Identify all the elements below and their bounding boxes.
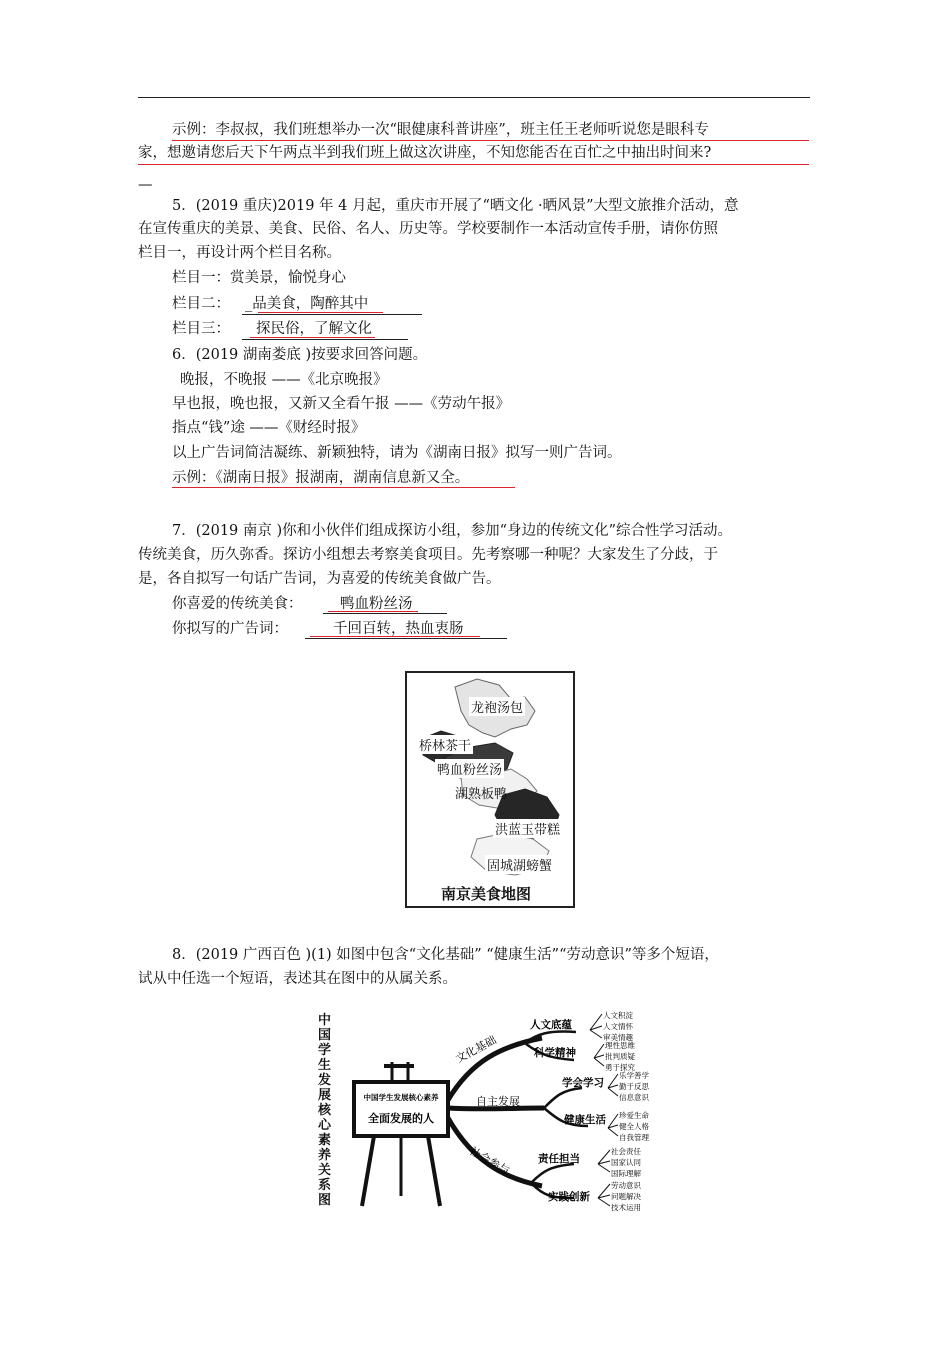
- q6-ad-3: 指点“钱”途 ——《财经时报》: [172, 420, 366, 436]
- sub-label-2-2: 健康生活: [564, 1114, 606, 1126]
- answer-blank: [323, 613, 447, 614]
- leaf-label: 国际理解: [611, 1169, 641, 1178]
- q6-ad-1: 晚报，不晚报 ——《北京晚报》: [180, 372, 388, 388]
- answer-underline: [172, 140, 809, 141]
- q8-line-2: 试从中任选一个短语，表述其在图中的从属关系。: [138, 971, 457, 987]
- answer-underline: [258, 312, 383, 313]
- answer-underline: [310, 636, 480, 637]
- vertical-title-char: 心: [318, 1118, 332, 1133]
- answer-underline: [138, 164, 809, 165]
- leaf-label: 健全人格: [619, 1122, 649, 1131]
- answer-underline: [250, 337, 375, 338]
- q5-item-3-answer: 探民俗，了解文化: [256, 321, 372, 337]
- map-title: 南京美食地图: [441, 885, 532, 903]
- q5-item-1: 栏目一：赏美景，愉悦身心: [172, 270, 346, 286]
- q6-line-2: 以上广告词简洁凝练、新颖独特，请为《湖南日报》拟写一则广告词。: [172, 445, 622, 461]
- board-main-title: 全面发展的人: [368, 1112, 434, 1125]
- leaf-label: 人文情怀: [603, 1022, 633, 1031]
- map-label-4: 湖熟板鸭: [455, 787, 508, 802]
- map-label-1: 龙袍汤包: [469, 697, 525, 716]
- vertical-title-char: 系: [318, 1178, 332, 1193]
- sub-line: [544, 1088, 582, 1108]
- leaf-label: 审美情趣: [603, 1033, 633, 1042]
- map-label-3: 鸭血粉丝汤: [435, 759, 504, 778]
- answer-blank: [242, 314, 422, 315]
- q7-line-2: 传统美食，历久弥香。探访小组想去考察美食项目。先考察哪一种呢？大家发生了分歧，于: [138, 547, 718, 563]
- leaf-label: 国家认同: [611, 1158, 641, 1167]
- q5-item-3-label: 栏目三：: [172, 321, 230, 337]
- branch-label-1: 文化基础: [453, 1033, 499, 1066]
- q5-item-2-answer: _品美食，陶醉其中: [245, 296, 369, 312]
- leaf-label: 珍爱生命: [619, 1111, 649, 1120]
- example-line-2: 家，想邀请您后天下午两点半到我们班上做这次讲座，不知您能否在百忙之中抽出时间来?: [138, 145, 712, 161]
- leaf-label: 批判质疑: [605, 1052, 635, 1061]
- branch-line-3: [448, 1118, 542, 1186]
- q8-line-1: 8．(2019 广西百色 )(1) 如图中包含“文化基础” “健康生活”“劳动意识”等多个短语，: [172, 947, 719, 963]
- vertical-title-char: 素: [318, 1133, 332, 1148]
- sub-label-3-1: 责任担当: [538, 1153, 580, 1165]
- answer-blank: [305, 638, 507, 639]
- branch-line-2: [448, 1108, 544, 1109]
- vertical-title-char: 养: [318, 1148, 332, 1163]
- branch-label-3: 社会参与: [467, 1144, 512, 1178]
- vertical-title-char: 展: [318, 1088, 332, 1103]
- board-frame: [354, 1082, 448, 1136]
- nanjing-food-map: [405, 671, 575, 908]
- leaf-label: 乐学善学: [619, 1071, 649, 1080]
- vertical-title-char: 中: [318, 1013, 332, 1028]
- q7-ad-answer: 千回百转，热血衷肠: [333, 621, 464, 637]
- map-label-6: 固城湖螃蟹: [485, 855, 554, 874]
- board-small-title: 中国学生发展核心素养: [363, 1093, 439, 1102]
- example-dash: —: [138, 177, 153, 193]
- leaf-label: 劳动意识: [611, 1181, 641, 1190]
- leaf-label: 勤于反思: [619, 1082, 649, 1091]
- sub-label-1-1: 人文底蕴: [530, 1019, 572, 1031]
- answer-underline: [172, 487, 515, 488]
- vertical-title-char: 生: [318, 1058, 332, 1073]
- q6-ad-2: 早也报，晚也报，又新又全看午报 ——《劳动午报》: [172, 396, 511, 412]
- branch-line-1: [448, 1038, 542, 1100]
- vertical-title-char: 学: [318, 1043, 332, 1058]
- answer-blank: [242, 339, 408, 340]
- vertical-title-char: 图: [318, 1193, 332, 1208]
- leaf-label: 信息意识: [619, 1093, 649, 1102]
- leaf-label: 问题解决: [611, 1192, 641, 1201]
- header-rule: [138, 97, 810, 98]
- core-literacy-diagram: [312, 1010, 684, 1222]
- q7-ad-label: 你拟写的广告词：: [172, 621, 288, 637]
- leaf-label: 勇于探究: [605, 1063, 635, 1072]
- answer-underline: [328, 611, 418, 612]
- q5-item-2-label: 栏目二：: [172, 296, 230, 312]
- leaf-label: 技术运用: [611, 1203, 641, 1212]
- vertical-title-char: 核: [318, 1103, 332, 1118]
- vertical-title-char: 关: [318, 1163, 332, 1178]
- leaf-label: 自我管理: [619, 1133, 649, 1142]
- map-label-2: 桥林茶干: [417, 735, 473, 754]
- branch-label-2: 自主发展: [476, 1095, 520, 1108]
- q5-line-1: 5．(2019 重庆)2019 年 4 月起，重庆市开展了“晒文化 ·晒风景”大型文旅推介活动，意: [172, 198, 739, 214]
- q5-line-3: 栏目一，再设计两个栏目名称。: [138, 245, 341, 261]
- q7-food-label: 你喜爱的传统美食：: [172, 596, 303, 612]
- sub-label-2-1: 学会学习: [562, 1077, 604, 1089]
- q7-line-1: 7．(2019 南京 )你和小伙伴们组成探访小组，参加“身边的传统文化”综合性学习活动。: [172, 523, 732, 539]
- easel-leg: [362, 1136, 374, 1206]
- leaf-label: 理性思维: [605, 1041, 635, 1050]
- easel-leg: [428, 1136, 440, 1206]
- example-line-1: 示例：李叔叔，我们班想举办一次“眼健康科普讲座”，班主任王老师听说您是眼科专: [172, 122, 709, 138]
- vertical-title-char: 发: [318, 1073, 332, 1088]
- q7-line-3: 是，各自拟写一句话广告词，为喜爱的传统美食做广告。: [138, 571, 501, 587]
- sub-label-3-2: 实践创新: [548, 1191, 590, 1203]
- sub-line: [532, 1164, 574, 1182]
- vertical-title-char: 国: [318, 1028, 332, 1043]
- leaf-label: 人文积淀: [603, 1011, 633, 1020]
- q6-answer: 示例：《湖南日报》报湖南，湖南信息新又全。: [172, 470, 470, 486]
- q7-food-answer: 鸭血粉丝汤: [340, 596, 413, 612]
- q5-line-2: 在宣传重庆的美景、美食、民俗、名人、历史等。学校要制作一本活动宣传手册，请你仿照: [138, 221, 718, 237]
- map-label-5: 洪蓝玉带糕: [493, 819, 562, 838]
- leaf-labels: [603, 1010, 649, 1212]
- q6-line-1: 6．(2019 湖南娄底 )按要求回答问题。: [172, 347, 428, 363]
- leaf-label: 社会责任: [611, 1147, 641, 1156]
- diagram-vertical-title: [317, 1012, 332, 1208]
- sub-label-1-2: 科学精神: [534, 1047, 576, 1059]
